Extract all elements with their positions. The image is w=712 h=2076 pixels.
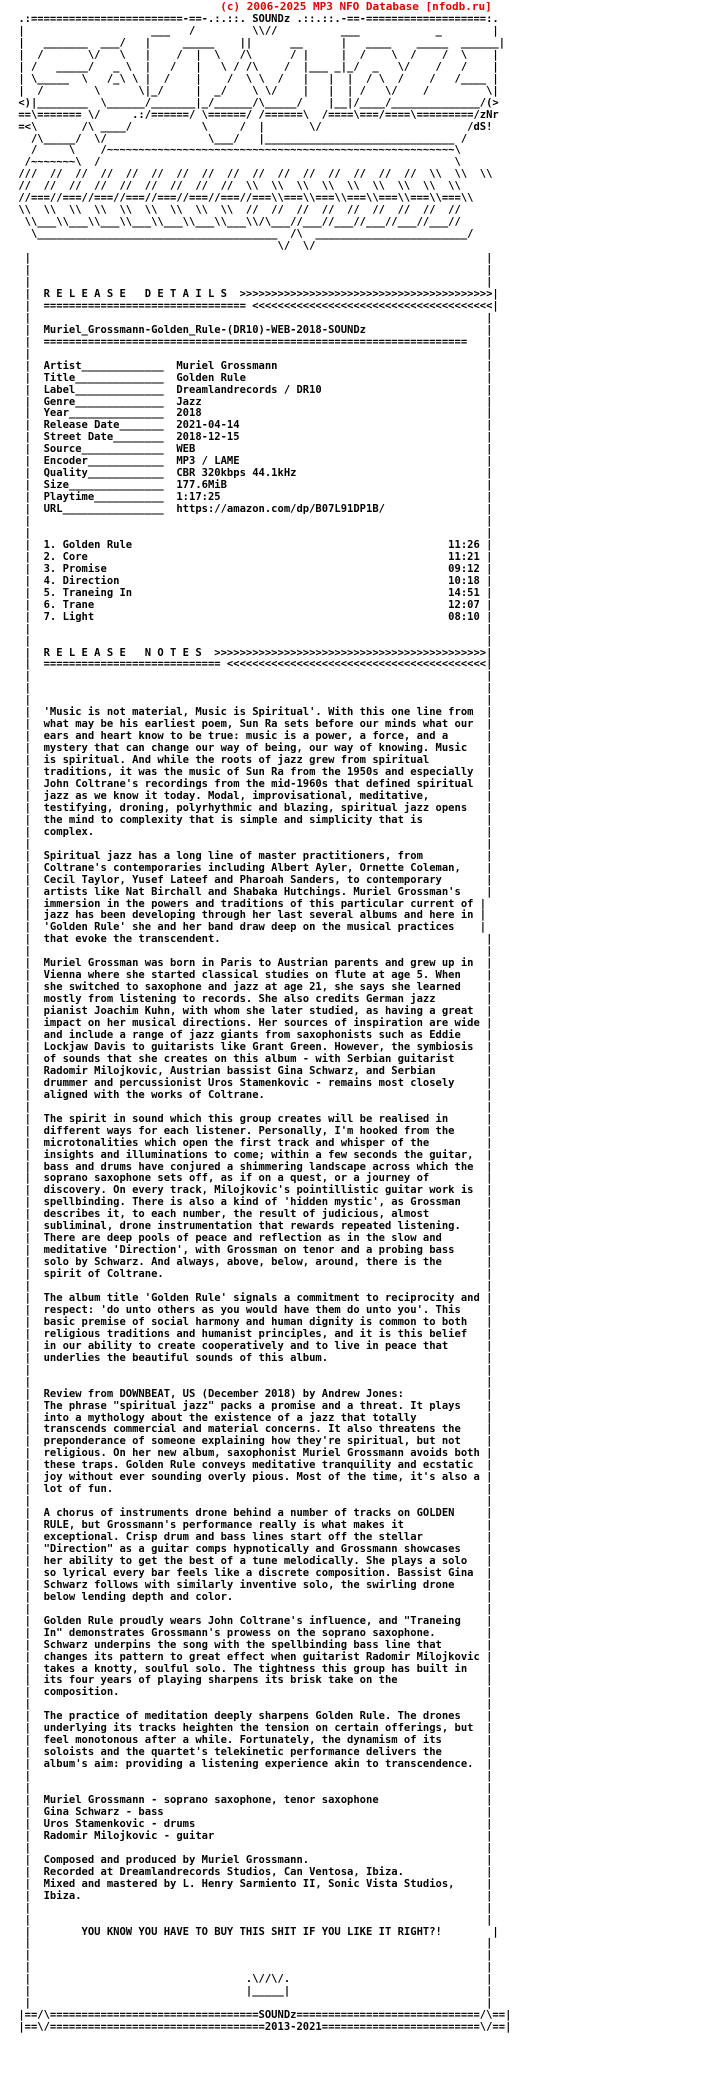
nfo-document: .:========================-==-.:.::. SOUNDz .::.::.-==-===================:. | ___ / \\// ___ _ | | _______ ___/ | _____ || __ | ____ _____ ______| | / \/ \ | / | \ /\ / | | / \ / / \ | | / _____/ _ \ | / | \ / /\ / |___ _|_/ _ \/ / / | | \_____ \ /_\ \ | / | / \ \ / | | | / \ / / /____ | | / \ \|_/ | _/ \ \/ | | | / \/ / \| <)|________ \______/_______|_/______/\_____/ |__|/____/______________/(> ==\======= \/ .:/======/ \======/ /======\ /====\===/====\=========/zNr =<\ /\ ____/ \ / | \/ /dS! /\_____/ \/ \___/ |______________________________ / / \ /~~~~~~~~~~~~~~~~~~~~~~~~~~~~~~~~~~~~~~~~~~~~~~~~~~~~~~~\ /~~~~~~~\ / \ /// // // // // // // // // // // // // // // // \\ \\ \\ // // // // // // // // // \\ \\ \\ \\ \\ \\ \\ \\ \\ //===//===//===//===//===//===//===//===\\===\\===\\===\\===\\===\\===\\ \\ \\ \\ \\ \\ \\ \\ \\ \\ // // // // // // // // // \\___\\___\\___\\___\\___\\___\\___\\/\___//___//___//___//___//___// \______________________________________ /\ ________________________/ \/ \/ | | | | | | | R E L E A S E D E T A I L S >>>>>>>>>>>>>>>>>>>>>>>>>>>>>>>>>>>>>>>>| | ================================ <<<<<<<<<<<<<<<<<<<<<<<<<<<<<<<<<<<<<<| | | | Muriel_Grossmann-Golden_Rule-(DR10)-WEB-2018-SOUNDz | | =================================================================== | | | | Artist_____________ Muriel Grossmann | | Title______________ Golden Rule | | Label______________ Dreamlandrecords / DR10 | | Genre______________ Jazz | | Year_______________ 2018 | | Release Date_______ 2021-04-14 | | Street Date________ 2018-12-15 | | Source_____________ WEB | | Encoder____________ MP3 / LAME | | Quality____________ CBR 320kbps 44.1kHz | | Size_______________ 177.6MiB | | Playtime___________ 1:17:25 | | URL________________ https://amazon.com/dp/B07L91DP1B/ | | | | | | 1. Golden Rule 11:26 | | 2. Core 11:21 | | 3. Promise 09:12 | | 4. Direction 10:18 | | 5. Traneing In 14:51 | | 6. Trane 12:07 | | 7. Light 08:10 | | | | | | R E L E A S E N O T E S >>>>>>>>>>>>>>>>>>>>>>>>>>>>>>>>>>>>>>>>>>>| | ============================ <<<<<<<<<<<<<<<<<<<<<<<<<<<<<<<<<<<<<<<<<| | | | | | | | 'Music is not material, Music is Spiritual'. With this one line from | | what may be his earliest poem, Sun Ra sets before our minds what our | | ears and heart know to be true: music is a power, a force, and a | | mystery that can change our way of being, our way of knowing. Music | | is spiritual. And while the roots of jazz grew from spiritual | | traditions, it was the music of Sun Ra from the 1950s and especially | | John Coltrane's recordings from the mid-1960s that defined spiritual | | jazz as we know it today. Modal, improvisational, meditative, | | testifying, droning, polyrhythmic and blazing, spiritual jazz opens | | the mind to complexity that is simple and simplicity that is | | complex. | | | | Spiritual jazz has a long line of master practitioners, from | | Coltrane's contemporaries including Albert Ayler, Ornette Coleman, | | Cecil Taylor, Yusef Lateef and Pharoah Sanders, to contemporary | | artists like Nat Birchall and Shabaka Hutchings. Muriel Grossman's | | immersion in the powers and traditions of this particular current of | | jazz has been developing through her last several albums and here in | | 'Golden Rule' she and her band draw deep on the musical practices | | that evoke the transcendent. | | | | Muriel Grossman was born in Paris to Austrian parents and grew up in | | Vienna where she started classical studies on flute at age 5. When | | she switched to saxophone and jazz at age 21, she says she learned | | mostly from listening to records. She also credits German jazz | | pianist Joachim Kuhn, with whom she later studied, as having a great | | impact on her musical directions. Her sources of inspiration are wide | | and include a range of jazz giants from saxophonists such as Eddie | | Lockjaw Davis to guitarists like Grant Green. However, the symbiosis | | of sounds that she creates on this album - with Serbian guitarist | | Radomir Milojkovic, Austrian bassist Gina Schwarz, and Serbian | | drummer and percussionist Uros Stamenkovic - remains most closely | | aligned with the works of Coltrane. | | | | The spirit in sound which this group creates will be realised in | | different ways for each listener. Personally, I'm hooked from the | | microtonalities which open the first track and whisper of the | | insights and illuminations to come; within a few seconds the guitar, | | bass and drums have conjured a shimmering landscape across which the | | soprano saxophone sets off, as if on a quest, or a journey of | | discovery. On every track, Milojkovic's pointillistic guitar work is | | spellbinding. There is also a kind of 'hidden mystic', as Grossman | | describes it, to each number, the result of judicious, almost | | subliminal, drone instrumentation that rewards repeated listening. | | There are deep pools of peace and reflection as in the slow and | | meditative 'Direction', with Grossman on tenor and a probing bass | | solo by Schwarz. And always, above, below, around, there is the | | spirit of Coltrane. | | | | The album title 'Golden Rule' signals a commitment to reciprocity and | | respect: 'do unto others as you would have them do unto you'. This | | basic premise of social harmony and human dignity is common to both | | religious traditions and humanist principles, and it is this belief | | in our ability to create cooperatively and to live in peace that | | underlies the beautiful sounds of this album. | | | | | | Review from DOWNBEAT, US (December 2018) by Andrew Jones: | | The phrase "spiritual jazz" packs a promise and a threat. It plays | | into a mythology about the existence of a jazz that totally | | transcends commercial and material concerns. It also threatens the | | preponderance of someone explaining how they're spiritual, but not | | religious. On her new album, saxophonist Muriel Grossmann avoids both | | these traps. Golden Rule conveys meditative tranquility and ecstatic | | joy without ever sounding overly pious. Most of the time, it's also a | | lot of fun. | | | | A chorus of instruments drone behind a number of tracks on GOLDEN | | RULE, but Grossmann's performance really is what makes it | | exceptional. Crisp drum and bass lines start off the stellar | | "Direction" as a guitar comps hypnotically and Grossmann showcases | | her ability to get the best of a tune melodically. She plays a solo | | so lyrical every bar feels like a discrete composition. Bassist Gina | | Schwarz follows with similarly inventive solo, the swirling drone | | below lending depth and color. | | | | Golden Rule proudly wears John Coltrane's influence, and "Traneing | | In" demonstrates Grossmann's prowess on the soprano saxophone. | | Schwarz underpins the song with the spellbinding bass line that | | changes its pattern to great effect when guitarist Radomir Milojkovic | | takes a knotty, soulful solo. The tightness this group has built in | | its four years of playing sharpens its brisk take on the | | composition. | | | | The practice of meditation deeply sharpens Golden Rule. The drones | | underlying its tracks heighten the tension on certain offerings, but | | feel monotonous after a while. Fortunately, the dynamism of its | | soloists and the quartet's telekinetic performance delivers the | | album's aim: providing a listening experience akin to transcendence. | | | | | | Muriel Grossmann - soprano saxophone, tenor saxophone | | Gina Schwarz - bass | | Uros Stamenkovic - drums | | Radomir Milojkovic - guitar | | | | Composed and produced by Muriel Grossmann. | | Recorded at Dreamlandrecords Studios, Can Ventosa, Ibiza. | | Mixed and mastered by L. Henry Sarmiento II, Sonic Vista Studios, | | Ibiza. | | | | | | YOU KNOW YOU HAVE TO BUY THIS SHIT IF YOU LIKE IT RIGHT?! | | | | | | | | .\//\/. | | |_____| | | | |==/\=================================SOUNDz=============================/\==| |==\/==================================2013-2021=========================\/==| [18, 13, 512, 2034]
copyright-header: (c) 2006-2025 MP3 NFO Database [nfodb.ru] [220, 0, 492, 13]
